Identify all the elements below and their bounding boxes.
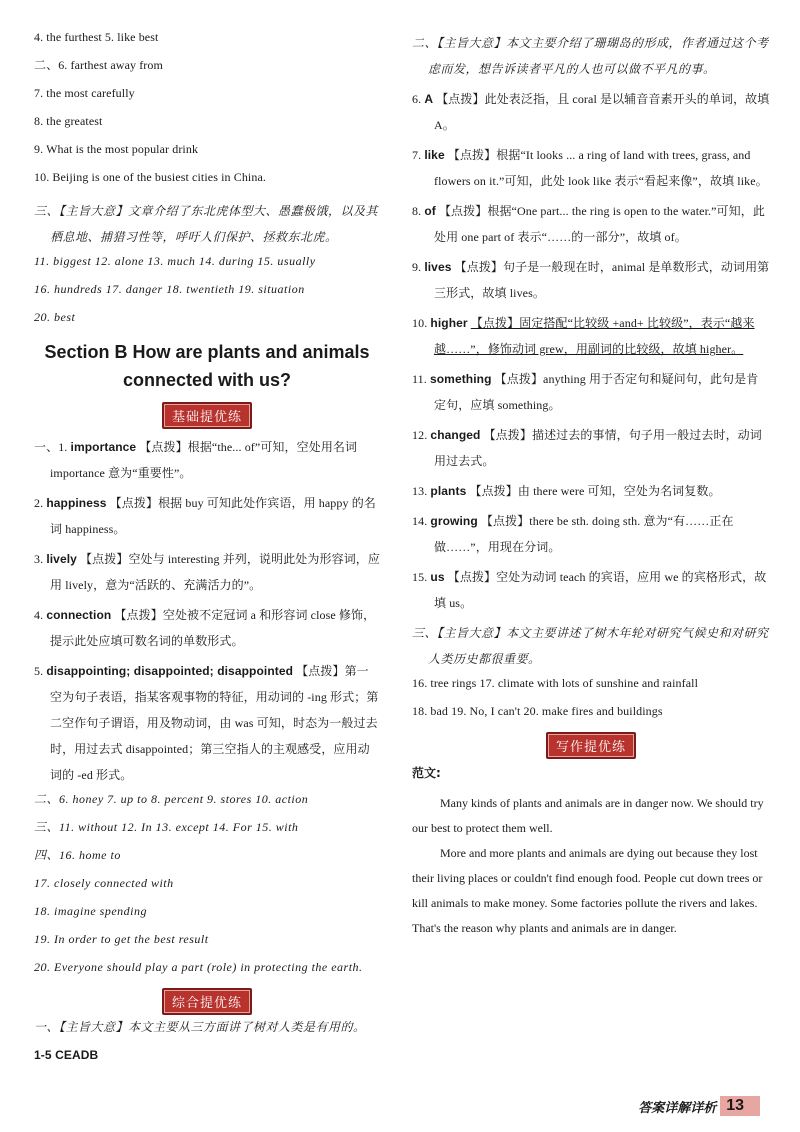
banner-comprehensive-label: 综合提优练 xyxy=(162,988,252,1015)
answer-word: A xyxy=(424,92,434,106)
answer-line: 4. the furthest 5. like best xyxy=(34,30,159,44)
answer-word: of xyxy=(424,204,436,218)
answer-word: changed xyxy=(430,428,481,442)
answer-word: lively xyxy=(46,552,77,566)
hint-text: 【点拨】空处为动词 teach 的宾语，应用 we 的宾格形式，故填 us。 xyxy=(434,570,767,610)
banner-basic xyxy=(34,402,380,424)
explained-answer: 5. disappointing; disappointed; disappointed 【点拨】第一空为句子表语，指某客观事物的特征，用动词的 -ing 形式；第二空作句子谓语，用及物动词，由 was 可知，时态为一般过去时，用过去式 disappointed；第三空指人的主观感受，应用动词的 -ed 形式。 xyxy=(34,664,379,782)
section-title: Section B How are plants and animals connected with us? xyxy=(44,342,370,390)
hint-text: 【点拨】由 there were 可知，空处为名词复数。 xyxy=(469,484,721,498)
hint-text: 【点拨】此处表泛指，且 coral 是以辅音音素开头的单词，故填 A。 xyxy=(434,92,770,132)
explained-answer: 4. connection 【点拨】空处被不定冠词 a 和形容词 close 修饰，提示此处应填可数名词的单数形式。 xyxy=(34,608,376,648)
hint-text: 【点拨】第一空为句子表语，指某客观事物的特征，用动词的 -ing 形式；第二空作句子谓语，用及物动词，由 was 可知，时态为一般过去时，用过去式 disappointed；第三空指人的主观感受，应用动词的 -ed 形式。 xyxy=(50,664,379,782)
answer-word: something xyxy=(429,372,492,386)
hint-text: 【点拨】根据“It looks ... a ring of land with trees, grass, and flowers on it.”可知，此处 look like 表示“看起来像”，故填 like。 xyxy=(434,148,768,188)
answer-line: 18. bad 19. No, I can't 20. make fires and buildings xyxy=(412,704,663,718)
essay-paragraph: More and more plants and animals are dying out because they lost their living places or couldn't find enough food. People cut down trees or kill animals to make money. Some factories pollute the rivers and lakes. That's the reason why plants and animals are in danger. xyxy=(412,846,763,935)
explained-answer: 3. lively 【点拨】空处与 interesting 并列，说明此处为形容词，应用 lively，意为“活跃的、充满活力的”。 xyxy=(34,552,381,592)
page-number: 13 xyxy=(720,1096,760,1116)
answer-word: plants xyxy=(430,484,467,498)
answer-line: 20. best xyxy=(34,310,76,324)
answer-word: like xyxy=(424,148,445,162)
answer-word: us xyxy=(430,570,445,584)
hint-text: 【点拨】there be sth. doing sth. 意为“有……正在做……”，用现在分词。 xyxy=(434,514,734,554)
answer-line: 19. In order to get the best result xyxy=(34,932,209,946)
hint-text: 【点拨】句子是一般现在时，animal 是单数形式，动词用第三形式，故填 lives。 xyxy=(434,260,770,300)
explained-answer: 8. of 【点拨】根据“One part... the ring is open to the water.”可知，此处用 one part of 表示“……的一部分”，故填 of。 xyxy=(412,204,765,244)
right-column xyxy=(412,30,770,941)
answer-line: 四、16. home to xyxy=(34,848,121,862)
hint-text: 【点拨】空处与 interesting 并列，说明此处为形容词，应用 lively，意为“活跃的、充满活力的”。 xyxy=(50,552,381,592)
answer-line: 17. closely connected with xyxy=(34,876,174,890)
answer-line: 三、11. without 12. In 13. except 14. For 15. with xyxy=(34,820,299,834)
banner-comprehensive xyxy=(34,988,380,1010)
hint-text: 【点拨】空处被不定冠词 a 和形容词 close 修饰，提示此处应填可数名词的单数形式。 xyxy=(50,608,376,648)
hint-text: 【点拨】描述过去的事情，句子用一般过去时，动词用过去式。 xyxy=(434,428,762,468)
answer-word: growing xyxy=(430,514,478,528)
hint-text: 【点拨】根据“One part... the ring is open to the water.”可知，此处用 one part of 表示“……的一部分”，故填 of。 xyxy=(434,204,765,244)
answer-word: happiness xyxy=(46,496,107,510)
sample-essay-label: 范文: xyxy=(412,766,441,780)
answer-word: lives xyxy=(424,260,452,274)
page-footer xyxy=(638,1096,760,1116)
answer-line: 8. the greatest xyxy=(34,114,103,128)
explained-answer: 一、1. importance 【点拨】根据“the... of”可知，空处用名词 importance 意为“重要性”。 xyxy=(34,440,358,480)
answer-word: higher xyxy=(430,316,468,330)
explained-answer: 12. changed 【点拨】描述过去的事情，句子用一般过去时，动词用过去式。 xyxy=(412,428,762,468)
left-column xyxy=(34,30,380,1076)
explained-answer: 11. something 【点拨】anything 用于否定句和疑问句，此句是肯定句，应填 something。 xyxy=(412,372,759,412)
explained-answer: 13. plants 【点拨】由 there were 可知，空处为名词复数。 xyxy=(412,484,721,498)
explained-answer: 6. A 【点拨】此处表泛指，且 coral 是以辅音音素开头的单词，故填 A。 xyxy=(412,92,770,132)
explained-answer: 10. higher 【点拨】固定搭配“比较级 +and+ 比较级”，表示“越来越……”，修饰动词 grew，用副词的比较级，故填 higher。 xyxy=(412,316,755,356)
explained-answer: 2. happiness 【点拨】根据 buy 可知此处作宾语，用 happy 的名词 happiness。 xyxy=(34,496,376,536)
summary-main-idea: 一、【主旨大意】本文主要从三方面讲了树对人类是有用的。 xyxy=(34,1020,366,1034)
explained-answer: 15. us 【点拨】空处为动词 teach 的宾语，应用 we 的宾格形式，故填 us。 xyxy=(412,570,767,610)
explained-answer: 9. lives 【点拨】句子是一般现在时，animal 是单数形式，动词用第三形式，故填 lives。 xyxy=(412,260,770,300)
answer-line: 二、6. honey 7. up to 8. percent 9. stores 10. action xyxy=(34,792,309,806)
hint-text: 【点拨】固定搭配“比较级 +and+ 比较级”，表示“越来越……”，修饰动词 grew，用副词的比较级，故填 higher。 xyxy=(434,316,755,356)
answer-line: 10. Beijing is one of the busiest cities in China. xyxy=(34,170,266,184)
hint-text: 【点拨】根据“the... of”可知，空处用名词 importance 意为“重要性”。 xyxy=(50,440,358,480)
answer-line: 11. biggest 12. alone 13. much 14. during 15. usually xyxy=(34,254,316,268)
answer-line: 18. imagine spending xyxy=(34,904,147,918)
answer-line: 7. the most carefully xyxy=(34,86,135,100)
banner-basic-label: 基础提优练 xyxy=(162,402,252,429)
answer-line: 16. tree rings 17. climate with lots of sunshine and rainfall xyxy=(412,676,699,690)
summary-main-idea: 三、【主旨大意】文章介绍了东北虎体型大、愚蠢极饿，以及其栖息地、捕猎习性等，呼吁人们保护、拯救东北虎。 xyxy=(34,204,379,244)
footer-label: 答案详解详析 xyxy=(638,1100,717,1116)
answer-word: importance xyxy=(70,440,137,454)
explained-answer: 14. growing 【点拨】there be sth. doing sth. 意为“有……正在做……”，用现在分词。 xyxy=(412,514,734,554)
answer-line: 二、6. farthest away from xyxy=(34,58,163,72)
banner-writing-label: 写作提优练 xyxy=(546,732,636,759)
essay-paragraph: Many kinds of plants and animals are in danger now. We should try our best to protect them well. xyxy=(412,796,764,835)
answer-line: 20. Everyone should play a part (role) in protecting the earth. xyxy=(34,960,363,974)
hint-text: 【点拨】根据 buy 可知此处作宾语，用 happy 的名词 happiness。 xyxy=(50,496,376,536)
hint-text: 【点拨】anything 用于否定句和疑问句，此句是肯定句，应填 something。 xyxy=(434,372,759,412)
explained-answer: 7. like 【点拨】根据“It looks ... a ring of land with trees, grass, and flowers on it.”可知，此处 look like 表示“看起来像”，故填 like。 xyxy=(412,148,768,188)
banner-writing xyxy=(412,732,770,754)
answer-line: 1-5 CEADB xyxy=(34,1048,99,1062)
answer-word: connection xyxy=(46,608,112,622)
summary-main-idea: 二、【主旨大意】本文主要介绍了珊瑚岛的形成，作者通过这个考虑而发，想告诉读者平凡的人也可以做不平凡的事。 xyxy=(412,36,769,76)
answer-word: disappointing; disappointed; disappointed xyxy=(46,664,294,678)
answer-line: 16. hundreds 17. danger 18. twentieth 19. situation xyxy=(34,282,305,296)
answer-line: 9. What is the most popular drink xyxy=(34,142,199,156)
summary-main-idea: 三、【主旨大意】本文主要讲述了树木年轮对研究气候史和对研究人类历史都很重要。 xyxy=(412,626,769,666)
